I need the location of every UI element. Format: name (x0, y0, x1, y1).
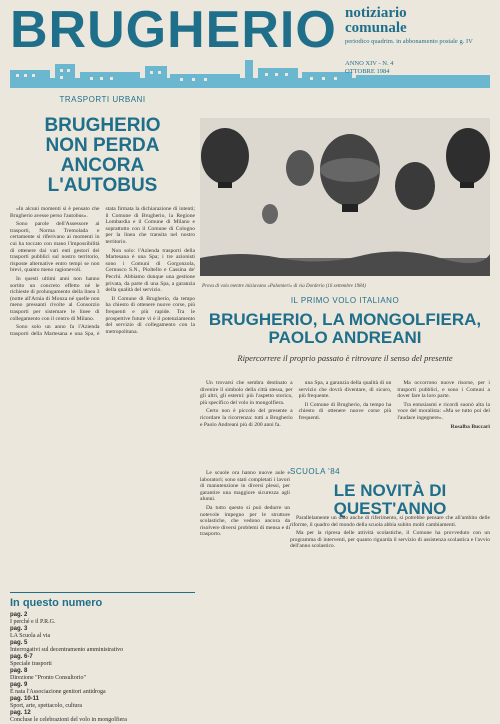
toc-text: È nata l'Associazione genitori antidroga (10, 688, 106, 695)
toc-page: pag. 5 (10, 640, 28, 646)
balloon-subheadline: Ripercorrere il proprio passato è ritrovare il senso del presente (237, 353, 453, 363)
lead-body (10, 206, 195, 337)
school-section-label: SCUOLA '84 (290, 467, 341, 476)
issue-info (345, 60, 393, 76)
balloon-section-label: IL PRIMO VOLO ITALIANO (290, 296, 400, 305)
masthead-title-2: comunale (345, 20, 407, 36)
issue-date: OTTOBRE 1984 (345, 68, 390, 75)
toc-item[interactable] (10, 640, 195, 653)
lead-paragraph: Sono solo un anno fa l'Azienda trasporti della Martesana e una Spa, è stata firmata la dichiarazione di intenti; il Comune di Brugherio, la Regione Lombardia e il Comune di Milano e soprattutto con il Comune di Cologno per la linea che transita nel nostro territorio. (10, 206, 195, 337)
lead-headline (10, 116, 195, 196)
school-article-body (290, 515, 490, 552)
masthead-subtitle: periodico quadrim. in abbonamento postale g. IV (345, 38, 473, 45)
toc-text: LA Scuola al via (10, 632, 51, 639)
photo-caption: Prova di volo mentre iniziavano «Palomieri» di via Dorderio (16 settembre 1984) (202, 284, 366, 289)
toc-text: Sport, arte, spettacolo, cultura (10, 702, 82, 709)
toc-page: pag. 6-7 (10, 654, 33, 660)
toc-page: pag. 10-11 (10, 696, 40, 702)
toc-item[interactable] (10, 668, 195, 681)
lead-paragraph: Sono parole dell'Assessore ai trasporti, Norma Tremolada e certamente si riferivano ai momenti in cui ha toccato con mano l'impossibilità di ottenere dai vari enti gestori dei trasporti pubblici sul nostro territorio, risposte alternative entro tempi se non brevi, quanto meno ragionevoli. (10, 221, 100, 274)
lead-paragraph: In questi ultimi anni non hanno sortito un concreto effetto né le richieste di prolungamento della linea 3 (notte all'Arnia di Monza né quelle non meno pressanti rivolte al Consorzio trasporti per sistemare le linee di collegamento con il centro di Milano. (10, 275, 100, 322)
balloon-paragraph: Il Comune di Brugherio, da tempo ha chiesto di ottenere nuove corse più frequenti. (298, 401, 392, 421)
toc-page: pag. 8 (10, 668, 28, 674)
balloon-signature: Rosalba Buccari (450, 423, 490, 430)
school-headline: LE NOVITÀ DI QUEST'ANNO (333, 481, 447, 518)
toc-text: I perché e il P.R.G. (10, 618, 56, 625)
toc-item[interactable] (10, 612, 195, 625)
school-paragraph: Le scuole ora hanno nuove aule e laboratori; sono stati completati i lavori di manutenzione in diversi plessi, per garantire una maggiore sicurezza agli alunni. (200, 470, 290, 503)
balloon-headline-line1: BRUGHERIO, LA MONGOLFIERA, (208, 310, 482, 329)
city-skyline-illustration (10, 60, 490, 88)
toc-page: pag. 2 (10, 612, 28, 618)
toc-text: Speciale trasporti (10, 660, 52, 667)
balloon-paragraph: una Spa, a garanzia della qualità di un servizio che dovrà diventare, di sicuro, più frequente. (298, 380, 392, 400)
school-paragraph: Parallelamente un dato anche di riferimento, si potrebbe pensare che all'ambito delle riforme, il quadro del mondo della scuola abbia subito molti cambiamenti. (290, 515, 490, 528)
balloon-paragraph: Tra entusiasmi e ricordi suonò alta la voce del moralista: «Ma se tutto poi del l'audace ingegnere». (397, 401, 490, 421)
toc-item[interactable] (10, 682, 195, 695)
toc-item[interactable] (10, 710, 195, 723)
hot-air-balloons-photo (200, 118, 490, 276)
balloon-paragraph: Ma occorrono nuove risorse, per i trasporti pubblici, e sono i Comuni a dover fare la loro parte. (397, 380, 490, 400)
school-paragraph: Da tutto questo si può dedurre un notevole impegno per le strutture scolastiche, che vedono ancora da risolvere diversi problemi di mensa e di trasporto. (200, 504, 290, 538)
lead-paragraph: «In alcuni momenti si è pensato che Brugherio avesse perso l'autobus». (10, 206, 100, 219)
toc-text: Interrogativi sul decentramento amministrativo (10, 646, 124, 653)
toc-item[interactable] (10, 626, 195, 639)
toc-page: pag. 12 (10, 710, 31, 716)
masthead-info (345, 6, 480, 46)
toc-text: Concluse le celebrazioni del volo in mongolfiera (10, 716, 127, 723)
school-article-body-left (200, 470, 290, 540)
newspaper-logo: BRUGHERIO (10, 1, 337, 59)
balloon-article-body (200, 380, 490, 465)
school-paragraph: Ma per la ripresa delle attività scolastiche, il Comune ha provveduto con un programma di interventi, per quanto riguarda il servizio di assistenza scolastica e l'avvio dell'anno scolastico. (290, 530, 490, 550)
balloon-paragraph: Certo non è piccolo del presente a ricordare la ricorrenza: tutti a Brugherio e Paolo Andreani più di 200 anni fa. (200, 408, 293, 428)
lead-headline-line2: NON PERDA (45, 135, 160, 156)
balloon-headline (200, 311, 490, 347)
balloon-paragraph: Un trovarsi che sembra destinato a divenire il simbolo della città stessa, per gli altri, gli esterni: più l'aspetto storico, più specifico del volo in mongolfiera. (200, 380, 293, 406)
balloon-headline-line2: PAOLO ANDREANI (268, 328, 422, 347)
lead-paragraph: Non solo: l'Azienda trasporti della Martesana è una Spa; i tre azionisti sono i Comuni di Gorgonzola, Cernusco S.N., Pioltello e Cassina de' Pecchi. Abbiamo dunque una gestione privata, da parte di una Spa, a garanzia della qualità del servizio. (105, 247, 195, 294)
toc-page: pag. 3 (10, 626, 28, 632)
table-of-contents (10, 592, 195, 724)
lead-paragraph: Il Comune di Brugherio, da tempo ha chiesto di ottenere nuove corse, più frequenti e più rapide. Tra le prospettive future vi è il potenziamento del servizio di collegamento con la metropolitana. (105, 295, 195, 335)
toc-title: In questo numero (10, 597, 103, 609)
masthead-title: notiziario (345, 5, 407, 21)
lead-section-label: TRASPORTI URBANI (59, 95, 146, 104)
lead-headline-line3: ANCORA L'AUTOBUS (47, 155, 158, 196)
balloon-article-header (200, 296, 490, 363)
issue-number: ANNO XIV - N. 4 (345, 60, 394, 67)
toc-item[interactable] (10, 654, 195, 667)
toc-page: pag. 9 (10, 682, 28, 688)
toc-text: Direzione "Pronto Consultorio" (10, 674, 86, 681)
lead-article (10, 95, 195, 337)
toc-item[interactable] (10, 696, 195, 709)
lead-headline-line1: BRUGHERIO (44, 115, 161, 136)
